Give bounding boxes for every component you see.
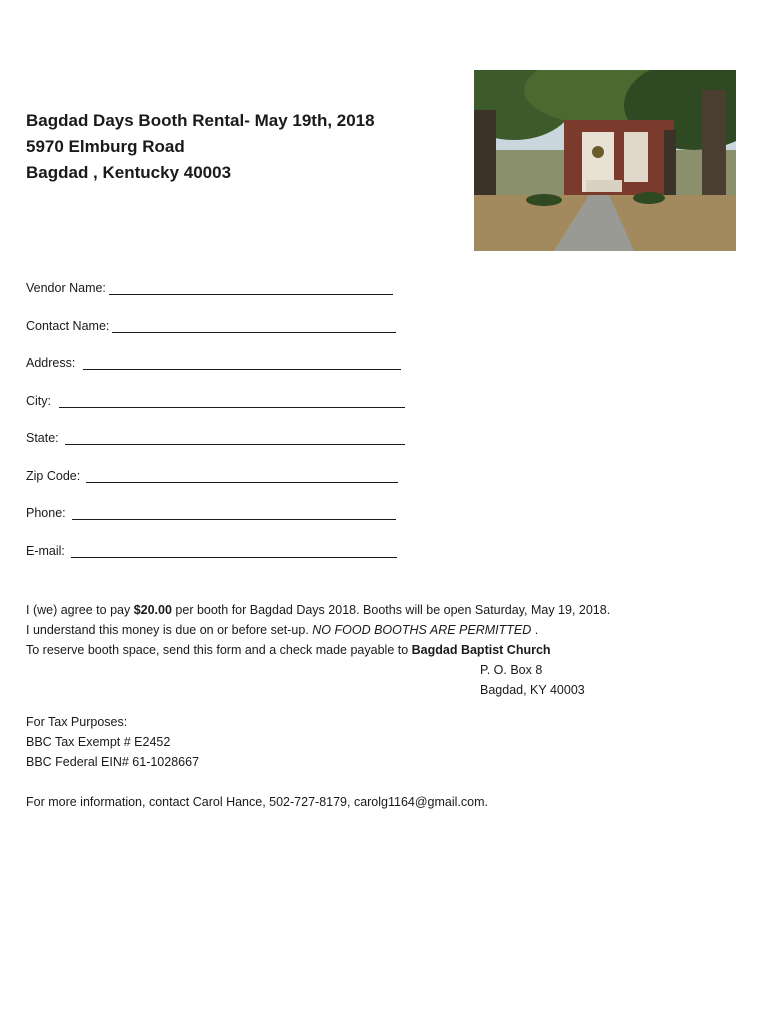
header xyxy=(26,108,375,186)
tax-heading: For Tax Purposes: xyxy=(26,715,128,729)
vendor-name-input-line[interactable] xyxy=(109,281,393,295)
contact-name-input-line[interactable] xyxy=(112,319,396,333)
contact-info: For more information, contact Carol Hance, 502-727-8179, carolg1164@gmail.com. xyxy=(26,795,488,809)
contact-name-field[interactable] xyxy=(26,319,396,333)
tax-exempt-number: BBC Tax Exempt # E2452 xyxy=(26,735,171,749)
email-field[interactable] xyxy=(26,544,397,558)
federal-ein: BBC Federal EIN# 61-1028667 xyxy=(26,755,200,769)
agreement-text: . xyxy=(531,623,539,637)
phone-input-line[interactable] xyxy=(72,506,396,520)
phone-field[interactable] xyxy=(26,506,396,520)
no-food-notice: NO FOOD BOOTHS ARE PERMITTED xyxy=(312,623,532,637)
zip-code-input-line[interactable] xyxy=(86,469,398,483)
church-photo xyxy=(474,70,736,251)
agreement-text: I (we) agree to pay xyxy=(26,603,134,617)
agreement-line-1 xyxy=(26,600,746,620)
vendor-name-label: Vendor Name: xyxy=(26,281,106,295)
address-field[interactable] xyxy=(26,356,401,370)
terms-section xyxy=(26,600,746,812)
email-label: E-mail: xyxy=(26,544,65,558)
agreement-text: I understand this money is due on or before set-up. xyxy=(26,623,313,637)
po-box: P. O. Box 8 xyxy=(480,663,543,677)
address-label: Address: xyxy=(26,356,76,370)
zip-code-field[interactable] xyxy=(26,469,398,483)
payee-name: Bagdad Baptist Church xyxy=(411,643,551,657)
city-input-line[interactable] xyxy=(59,394,405,408)
state-label: State: xyxy=(26,431,59,445)
agreement-line-2 xyxy=(26,620,746,640)
contact-name-label: Contact Name: xyxy=(26,319,110,333)
street-address: 5970 Elmburg Road xyxy=(26,137,185,156)
agreement-text: To reserve booth space, send this form and a check made payable to xyxy=(26,643,412,657)
zip-code-label: Zip Code: xyxy=(26,469,81,483)
city-label: City: xyxy=(26,394,51,408)
booth-fee: $20.00 xyxy=(133,603,172,617)
city-field[interactable] xyxy=(26,394,405,408)
event-title: Bagdad Days Booth Rental- May 19th, 2018 xyxy=(26,111,375,130)
city-state-zip: Bagdad , Kentucky 40003 xyxy=(26,163,232,182)
address-input-line[interactable] xyxy=(83,356,401,370)
state-input-line[interactable] xyxy=(65,431,405,445)
payee-city-zip: Bagdad, KY 40003 xyxy=(480,683,585,697)
state-field[interactable] xyxy=(26,431,405,445)
phone-label: Phone: xyxy=(26,506,66,520)
agreement-line-3 xyxy=(26,640,746,660)
vendor-name-field[interactable] xyxy=(26,281,393,295)
agreement-text: per booth for Bagdad Days 2018. Booths will be open Saturday, May 19, 2018. xyxy=(171,603,611,617)
email-input-line[interactable] xyxy=(71,544,397,558)
